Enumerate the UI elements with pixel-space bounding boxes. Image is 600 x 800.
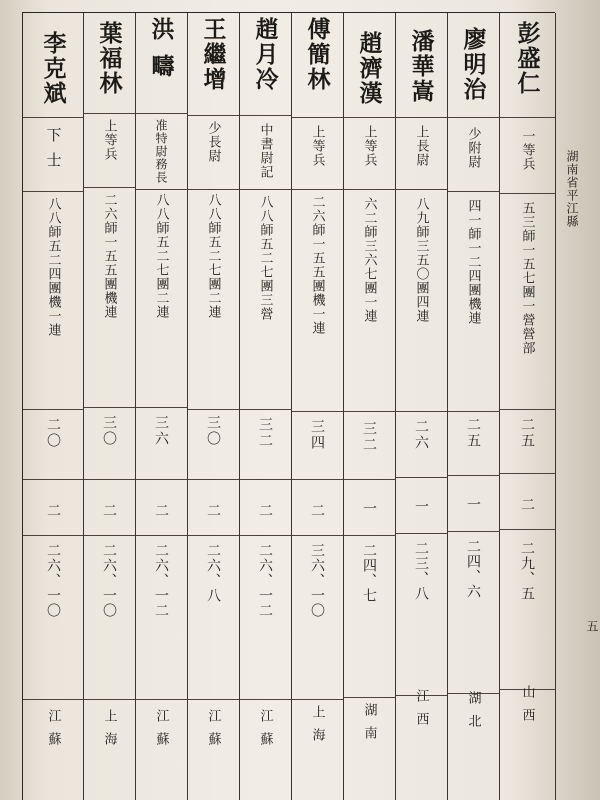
unit-text: 四一師一二四團機連 — [465, 199, 481, 325]
age-cell — [23, 417, 83, 457]
date-text: 二九、五 — [519, 541, 535, 601]
date-text: 三六、一〇 — [309, 543, 325, 618]
date-text: 二四、七 — [361, 543, 377, 603]
age-text: 三〇 — [101, 415, 117, 447]
count-text: 二 — [101, 503, 117, 517]
record-column — [83, 13, 136, 800]
province-text: 江西 — [413, 689, 429, 735]
unit-cell — [23, 197, 83, 397]
name-cell — [187, 17, 239, 107]
date-text: 二六、一〇 — [101, 543, 117, 618]
record-column — [291, 13, 344, 800]
age-cell — [291, 419, 343, 459]
count-cell — [291, 503, 343, 533]
count-cell — [447, 497, 499, 527]
name-cell — [343, 31, 395, 121]
province-text: 上海 — [309, 705, 325, 751]
person-name: 趙月冷 — [251, 17, 279, 92]
date-cell — [343, 543, 395, 623]
count-cell — [187, 503, 239, 533]
unit-cell — [499, 201, 555, 401]
rank-cell — [83, 119, 135, 189]
person-name: 潘華嵩 — [407, 29, 435, 104]
province-cell — [447, 691, 499, 751]
age-text: 三〇 — [205, 415, 221, 447]
age-text: 三六 — [153, 415, 169, 447]
age-cell — [83, 415, 135, 455]
unit-cell — [135, 193, 187, 393]
rank-text: 上等兵 — [101, 119, 117, 161]
page-number: 五 — [585, 620, 599, 632]
count-cell — [343, 501, 395, 531]
person-name: 王繼增 — [199, 17, 227, 92]
unit-cell — [395, 197, 447, 397]
age-cell — [187, 415, 239, 455]
rank-cell — [291, 125, 343, 195]
age-text: 二〇 — [45, 417, 61, 449]
date-cell — [499, 541, 555, 621]
unit-text: 六二師三六七團一連 — [361, 197, 377, 323]
person-name: 趙濟漢 — [355, 31, 383, 106]
rank-text: 少附尉 — [465, 127, 481, 169]
count-text: 二 — [257, 503, 273, 517]
unit-cell — [447, 199, 499, 399]
province-cell — [395, 689, 447, 749]
date-cell — [23, 543, 83, 653]
name-cell — [83, 21, 135, 111]
rank-cell — [135, 119, 187, 191]
rank-text: 上等兵 — [309, 125, 325, 167]
person-name: 李克斌 — [39, 31, 67, 106]
count-cell — [135, 503, 187, 533]
age-text: 三二 — [257, 417, 273, 449]
name-cell — [499, 21, 555, 111]
age-cell — [447, 417, 499, 457]
record-column — [499, 13, 556, 800]
date-cell — [187, 543, 239, 633]
unit-text: 二六師一五五團機連 — [101, 193, 117, 319]
record-column — [23, 13, 84, 800]
age-text: 二六 — [413, 419, 429, 451]
unit-text: 八九師三五〇團四連 — [413, 197, 429, 323]
age-cell — [499, 417, 555, 457]
date-text: 二六、一二 — [153, 543, 169, 618]
record-column — [447, 13, 500, 800]
date-cell — [291, 543, 343, 653]
name-cell — [239, 17, 291, 107]
unit-text: 八八師五二七團三營 — [257, 195, 273, 321]
record-column — [395, 13, 448, 800]
rank-cell — [23, 127, 83, 197]
rank-cell — [239, 123, 291, 193]
rank-cell — [187, 121, 239, 191]
rank-cell — [343, 125, 395, 195]
age-text: 二五 — [519, 417, 535, 449]
province-cell — [23, 709, 83, 769]
person-name: 廖明治 — [459, 27, 487, 102]
province-cell — [499, 685, 555, 745]
person-name: 彭盛仁 — [513, 21, 541, 96]
unit-cell — [187, 193, 239, 393]
rank-text: 上長尉 — [413, 125, 429, 167]
date-text: 二六、一〇 — [45, 543, 61, 618]
person-name: 傅簡林 — [303, 17, 331, 92]
date-cell — [239, 543, 291, 653]
rank-text: 中書尉記 — [257, 123, 273, 179]
count-cell — [83, 503, 135, 533]
unit-cell — [343, 197, 395, 397]
date-cell — [395, 541, 447, 621]
unit-text: 二六師一五五團機一連 — [309, 195, 325, 335]
province-cell — [187, 709, 239, 769]
register-table — [22, 12, 555, 800]
count-text: 一 — [465, 497, 481, 511]
rank-cell — [499, 129, 555, 199]
unit-cell — [83, 193, 135, 393]
person-name: 葉福林 — [95, 21, 123, 96]
record-column — [187, 13, 240, 800]
rank-cell — [395, 125, 447, 195]
name-cell — [291, 17, 343, 107]
date-cell — [83, 543, 135, 653]
province-cell — [343, 703, 395, 763]
province-cell — [135, 709, 187, 769]
name-cell — [135, 17, 187, 107]
province-text: 江蘇 — [205, 709, 221, 755]
rank-cell — [447, 127, 499, 197]
date-text: 二三、八 — [413, 541, 429, 601]
date-text: 二六、八 — [205, 543, 221, 603]
age-text: 三二 — [361, 421, 377, 453]
province-text: 山西 — [519, 685, 535, 731]
count-cell — [395, 499, 447, 529]
date-cell — [135, 543, 187, 643]
age-text: 二五 — [465, 417, 481, 449]
province-text: 江蘇 — [153, 709, 169, 755]
name-cell — [395, 29, 447, 119]
record-column — [343, 13, 396, 800]
age-cell — [343, 421, 395, 461]
county-side-note: 湖南省平江縣 — [565, 150, 579, 228]
name-cell — [23, 31, 83, 121]
rank-text: 一等兵 — [519, 129, 535, 171]
province-cell — [83, 709, 135, 769]
count-text: 二 — [153, 503, 169, 517]
count-text: 二 — [309, 503, 325, 517]
count-cell — [499, 497, 555, 527]
age-cell — [395, 419, 447, 459]
province-text: 上海 — [101, 709, 117, 755]
rank-text: 少長尉 — [205, 121, 221, 163]
rank-text: 下士 — [44, 127, 63, 177]
unit-text: 五三師一五七團一營營部 — [519, 201, 535, 355]
province-cell — [239, 709, 291, 769]
rank-text: 上等兵 — [361, 125, 377, 167]
unit-text: 八八師五二七團二連 — [153, 193, 169, 319]
count-text: 二 — [519, 497, 535, 511]
province-cell — [291, 705, 343, 765]
record-column — [135, 13, 188, 800]
date-text: 二六、一二 — [257, 543, 273, 618]
record-column — [239, 13, 292, 800]
province-text: 湖北 — [465, 691, 481, 737]
person-name: 洪疇 — [147, 17, 175, 91]
count-cell — [23, 503, 83, 533]
count-text: 二 — [45, 503, 61, 517]
unit-text: 八八師五二四團機一連 — [45, 197, 61, 337]
province-text: 湖南 — [361, 703, 377, 749]
unit-text: 八八師五二七團二連 — [205, 193, 221, 319]
age-text: 三四 — [309, 419, 325, 451]
province-text: 江蘇 — [257, 709, 273, 755]
count-text: 二 — [205, 503, 221, 517]
unit-cell — [239, 195, 291, 395]
province-text: 江蘇 — [45, 709, 61, 755]
rank-text: 准特尉務長 — [154, 119, 168, 184]
unit-cell — [291, 195, 343, 395]
age-cell — [239, 417, 291, 457]
count-cell — [239, 503, 291, 533]
age-cell — [135, 415, 187, 455]
name-cell — [447, 27, 499, 117]
count-text: 一 — [413, 499, 429, 513]
date-text: 二四、六 — [465, 539, 481, 599]
count-text: 一 — [361, 501, 377, 515]
date-cell — [447, 539, 499, 619]
